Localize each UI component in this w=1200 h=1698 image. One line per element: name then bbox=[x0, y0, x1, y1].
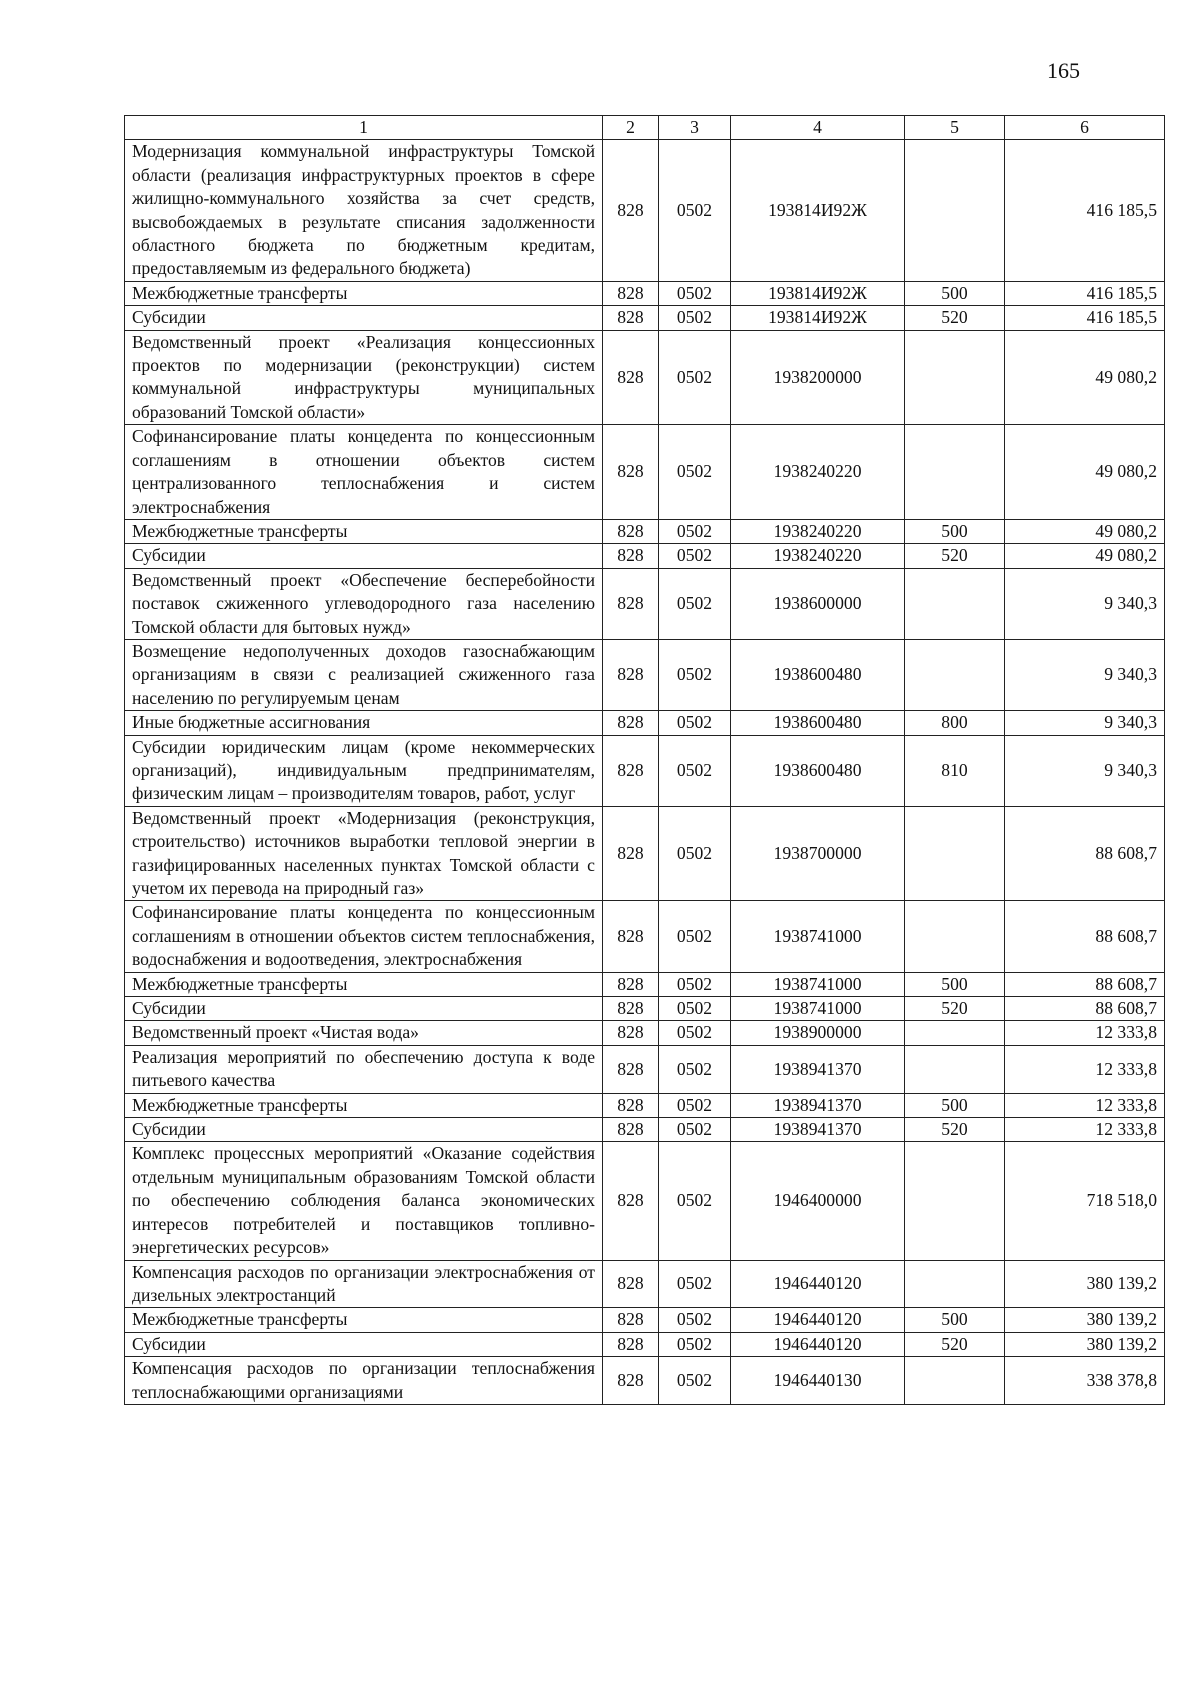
row-amount-cell: 380 139,2 bbox=[1005, 1332, 1165, 1356]
row-expense-type-cell: 520 bbox=[905, 544, 1005, 568]
row-amount-cell: 9 340,3 bbox=[1005, 735, 1165, 806]
row-section-cell: 0502 bbox=[659, 1045, 731, 1093]
table-row bbox=[125, 544, 1165, 568]
row-amount-cell: 380 139,2 bbox=[1005, 1308, 1165, 1332]
row-section-cell: 0502 bbox=[659, 735, 731, 806]
budget-table-body bbox=[125, 116, 1165, 1405]
column-header: 5 bbox=[905, 116, 1005, 140]
row-name-cell: Софинансирование платы концедента по концессионным соглашениям в отношении объектов систем централизованного теплоснабжения и систем электроснабжения bbox=[125, 425, 603, 520]
row-section-cell: 0502 bbox=[659, 140, 731, 281]
row-name-cell: Компенсация расходов по организации теплоснабжения теплоснабжающими организациями bbox=[125, 1357, 603, 1405]
row-name-cell: Комплекс процессных мероприятий «Оказание содействия отдельным муниципальным образованиям Томской области по обеспечению соблюдения баланса экономических интересов потребителей и поставщиков топливно-энергетических ресурсов» bbox=[125, 1142, 603, 1260]
budget-table bbox=[124, 115, 1165, 1405]
row-target-cell: 1938600480 bbox=[731, 735, 905, 806]
page-number: 165 bbox=[1047, 58, 1080, 83]
column-header: 3 bbox=[659, 116, 731, 140]
row-grbs-cell: 828 bbox=[603, 140, 659, 281]
row-section-cell: 0502 bbox=[659, 711, 731, 735]
row-section-cell: 0502 bbox=[659, 425, 731, 520]
row-name-cell: Софинансирование платы концедента по концессионным соглашениям в отношении объектов систем теплоснабжения, водоснабжения и водоотведения, электроснабжения bbox=[125, 901, 603, 972]
table-row bbox=[125, 306, 1165, 330]
row-target-cell: 1946440120 bbox=[731, 1308, 905, 1332]
column-header: 1 bbox=[125, 116, 603, 140]
row-name-cell: Ведомственный проект «Обеспечение бесперебойности поставок сжиженного углеводородного газа населению Томской области для бытовых нужд» bbox=[125, 568, 603, 639]
row-name-cell: Межбюджетные трансферты bbox=[125, 1093, 603, 1117]
row-grbs-cell: 828 bbox=[603, 735, 659, 806]
table-row bbox=[125, 1308, 1165, 1332]
row-name-cell: Межбюджетные трансферты bbox=[125, 1308, 603, 1332]
row-section-cell: 0502 bbox=[659, 1260, 731, 1308]
row-target-cell: 1938941370 bbox=[731, 1045, 905, 1093]
row-grbs-cell: 828 bbox=[603, 519, 659, 543]
row-amount-cell: 12 333,8 bbox=[1005, 1021, 1165, 1045]
row-expense-type-cell: 520 bbox=[905, 997, 1005, 1021]
row-expense-type-cell: 500 bbox=[905, 972, 1005, 996]
row-grbs-cell: 828 bbox=[603, 972, 659, 996]
row-section-cell: 0502 bbox=[659, 544, 731, 568]
row-grbs-cell: 828 bbox=[603, 1260, 659, 1308]
row-name-cell: Компенсация расходов по организации электроснабжения от дизельных электростанций bbox=[125, 1260, 603, 1308]
table-row bbox=[125, 568, 1165, 639]
row-grbs-cell: 828 bbox=[603, 1021, 659, 1045]
row-grbs-cell: 828 bbox=[603, 711, 659, 735]
row-amount-cell: 380 139,2 bbox=[1005, 1260, 1165, 1308]
row-section-cell: 0502 bbox=[659, 1021, 731, 1045]
row-section-cell: 0502 bbox=[659, 1332, 731, 1356]
row-section-cell: 0502 bbox=[659, 1118, 731, 1142]
row-expense-type-cell bbox=[905, 901, 1005, 972]
row-amount-cell: 9 340,3 bbox=[1005, 711, 1165, 735]
row-amount-cell: 88 608,7 bbox=[1005, 972, 1165, 996]
row-target-cell: 193814И92Ж bbox=[731, 281, 905, 305]
row-expense-type-cell: 500 bbox=[905, 281, 1005, 305]
row-grbs-cell: 828 bbox=[603, 568, 659, 639]
row-target-cell: 1938741000 bbox=[731, 972, 905, 996]
row-amount-cell: 718 518,0 bbox=[1005, 1142, 1165, 1260]
row-expense-type-cell: 500 bbox=[905, 1093, 1005, 1117]
row-amount-cell: 49 080,2 bbox=[1005, 330, 1165, 425]
row-name-cell: Иные бюджетные ассигнования bbox=[125, 711, 603, 735]
row-expense-type-cell: 500 bbox=[905, 1308, 1005, 1332]
row-grbs-cell: 828 bbox=[603, 1093, 659, 1117]
row-grbs-cell: 828 bbox=[603, 330, 659, 425]
row-grbs-cell: 828 bbox=[603, 997, 659, 1021]
row-expense-type-cell bbox=[905, 568, 1005, 639]
row-amount-cell: 12 333,8 bbox=[1005, 1093, 1165, 1117]
row-name-cell: Межбюджетные трансферты bbox=[125, 972, 603, 996]
row-expense-type-cell: 800 bbox=[905, 711, 1005, 735]
table-row bbox=[125, 972, 1165, 996]
row-section-cell: 0502 bbox=[659, 806, 731, 901]
table-row bbox=[125, 1045, 1165, 1093]
row-target-cell: 193814И92Ж bbox=[731, 140, 905, 281]
row-expense-type-cell bbox=[905, 1045, 1005, 1093]
row-name-cell: Межбюджетные трансферты bbox=[125, 281, 603, 305]
row-expense-type-cell: 520 bbox=[905, 1332, 1005, 1356]
row-name-cell: Ведомственный проект «Модернизация (реконструкция, строительство) источников выработки тепловой энергии в газифицированных населенных пунктах Томской области с учетом их перевода на природный газ» bbox=[125, 806, 603, 901]
row-name-cell: Субсидии bbox=[125, 306, 603, 330]
table-row bbox=[125, 1021, 1165, 1045]
row-section-cell: 0502 bbox=[659, 1357, 731, 1405]
table-row bbox=[125, 1142, 1165, 1260]
row-name-cell: Субсидии bbox=[125, 544, 603, 568]
table-row bbox=[125, 997, 1165, 1021]
row-target-cell: 1946440130 bbox=[731, 1357, 905, 1405]
row-expense-type-cell bbox=[905, 425, 1005, 520]
row-expense-type-cell bbox=[905, 806, 1005, 901]
column-header: 4 bbox=[731, 116, 905, 140]
row-amount-cell: 49 080,2 bbox=[1005, 544, 1165, 568]
row-amount-cell: 416 185,5 bbox=[1005, 140, 1165, 281]
row-section-cell: 0502 bbox=[659, 281, 731, 305]
row-amount-cell: 9 340,3 bbox=[1005, 639, 1165, 710]
row-expense-type-cell: 520 bbox=[905, 306, 1005, 330]
row-amount-cell: 12 333,8 bbox=[1005, 1045, 1165, 1093]
row-section-cell: 0502 bbox=[659, 639, 731, 710]
row-name-cell: Модернизация коммунальной инфраструктуры Томской области (реализация инфраструктурных проектов в сфере жилищно-коммунального хозяйства за счет средств, высвобождаемых в результате списания задолженности областного бюджета по бюджетным кредитам, предоставляемым из федерального бюджета) bbox=[125, 140, 603, 281]
row-amount-cell: 338 378,8 bbox=[1005, 1357, 1165, 1405]
row-expense-type-cell bbox=[905, 1021, 1005, 1045]
row-target-cell: 1938240220 bbox=[731, 425, 905, 520]
row-amount-cell: 49 080,2 bbox=[1005, 425, 1165, 520]
table-row bbox=[125, 330, 1165, 425]
row-target-cell: 1938200000 bbox=[731, 330, 905, 425]
row-expense-type-cell bbox=[905, 639, 1005, 710]
row-target-cell: 1938700000 bbox=[731, 806, 905, 901]
table-row bbox=[125, 425, 1165, 520]
table-row bbox=[125, 639, 1165, 710]
row-amount-cell: 416 185,5 bbox=[1005, 281, 1165, 305]
row-grbs-cell: 828 bbox=[603, 1118, 659, 1142]
table-row bbox=[125, 735, 1165, 806]
row-name-cell: Возмещение недополученных доходов газоснабжающим организациям в связи с реализацией сжиженного газа населению по регулируемым ценам bbox=[125, 639, 603, 710]
row-grbs-cell: 828 bbox=[603, 901, 659, 972]
row-target-cell: 1946440120 bbox=[731, 1332, 905, 1356]
row-section-cell: 0502 bbox=[659, 568, 731, 639]
row-target-cell: 193814И92Ж bbox=[731, 306, 905, 330]
row-expense-type-cell: 810 bbox=[905, 735, 1005, 806]
row-target-cell: 1946440120 bbox=[731, 1260, 905, 1308]
row-grbs-cell: 828 bbox=[603, 306, 659, 330]
row-grbs-cell: 828 bbox=[603, 1357, 659, 1405]
row-grbs-cell: 828 bbox=[603, 1332, 659, 1356]
row-amount-cell: 88 608,7 bbox=[1005, 997, 1165, 1021]
row-grbs-cell: 828 bbox=[603, 281, 659, 305]
table-row bbox=[125, 1332, 1165, 1356]
row-target-cell: 1938741000 bbox=[731, 901, 905, 972]
row-section-cell: 0502 bbox=[659, 330, 731, 425]
row-grbs-cell: 828 bbox=[603, 1308, 659, 1332]
row-amount-cell: 88 608,7 bbox=[1005, 901, 1165, 972]
table-row bbox=[125, 140, 1165, 281]
row-name-cell: Субсидии bbox=[125, 1332, 603, 1356]
row-section-cell: 0502 bbox=[659, 1308, 731, 1332]
row-name-cell: Ведомственный проект «Реализация концессионных проектов по модернизации (реконструкции) систем коммунальной инфраструктуры муниципальных образований Томской области» bbox=[125, 330, 603, 425]
row-name-cell: Межбюджетные трансферты bbox=[125, 519, 603, 543]
row-target-cell: 1938941370 bbox=[731, 1093, 905, 1117]
row-target-cell: 1938240220 bbox=[731, 519, 905, 543]
row-name-cell: Субсидии юридическим лицам (кроме некоммерческих организаций), индивидуальным предпринимателям, физическим лицам – производителям товаров, работ, услуг bbox=[125, 735, 603, 806]
row-target-cell: 1938600480 bbox=[731, 639, 905, 710]
row-grbs-cell: 828 bbox=[603, 425, 659, 520]
row-name-cell: Ведомственный проект «Чистая вода» bbox=[125, 1021, 603, 1045]
table-row bbox=[125, 1357, 1165, 1405]
row-section-cell: 0502 bbox=[659, 972, 731, 996]
row-expense-type-cell bbox=[905, 1260, 1005, 1308]
row-target-cell: 1938900000 bbox=[731, 1021, 905, 1045]
table-header-row bbox=[125, 116, 1165, 140]
table-row bbox=[125, 806, 1165, 901]
row-section-cell: 0502 bbox=[659, 901, 731, 972]
row-target-cell: 1938240220 bbox=[731, 544, 905, 568]
row-section-cell: 0502 bbox=[659, 1142, 731, 1260]
row-expense-type-cell: 500 bbox=[905, 519, 1005, 543]
row-amount-cell: 12 333,8 bbox=[1005, 1118, 1165, 1142]
table-row bbox=[125, 711, 1165, 735]
row-name-cell: Субсидии bbox=[125, 1118, 603, 1142]
column-header: 2 bbox=[603, 116, 659, 140]
row-grbs-cell: 828 bbox=[603, 1142, 659, 1260]
row-expense-type-cell bbox=[905, 1142, 1005, 1260]
table-row bbox=[125, 1260, 1165, 1308]
row-amount-cell: 49 080,2 bbox=[1005, 519, 1165, 543]
row-section-cell: 0502 bbox=[659, 997, 731, 1021]
row-grbs-cell: 828 bbox=[603, 544, 659, 568]
row-target-cell: 1938600000 bbox=[731, 568, 905, 639]
table-row bbox=[125, 1118, 1165, 1142]
row-target-cell: 1938941370 bbox=[731, 1118, 905, 1142]
row-target-cell: 1938741000 bbox=[731, 997, 905, 1021]
table-row bbox=[125, 901, 1165, 972]
table-row bbox=[125, 519, 1165, 543]
row-amount-cell: 416 185,5 bbox=[1005, 306, 1165, 330]
row-amount-cell: 9 340,3 bbox=[1005, 568, 1165, 639]
row-section-cell: 0502 bbox=[659, 306, 731, 330]
column-header: 6 bbox=[1005, 116, 1165, 140]
row-grbs-cell: 828 bbox=[603, 806, 659, 901]
table-row bbox=[125, 281, 1165, 305]
row-name-cell: Реализация мероприятий по обеспечению доступа к воде питьевого качества bbox=[125, 1045, 603, 1093]
row-expense-type-cell bbox=[905, 330, 1005, 425]
row-section-cell: 0502 bbox=[659, 519, 731, 543]
row-expense-type-cell bbox=[905, 1357, 1005, 1405]
row-section-cell: 0502 bbox=[659, 1093, 731, 1117]
table-row bbox=[125, 1093, 1165, 1117]
row-grbs-cell: 828 bbox=[603, 639, 659, 710]
row-expense-type-cell: 520 bbox=[905, 1118, 1005, 1142]
row-grbs-cell: 828 bbox=[603, 1045, 659, 1093]
row-name-cell: Субсидии bbox=[125, 997, 603, 1021]
row-target-cell: 1938600480 bbox=[731, 711, 905, 735]
row-target-cell: 1946400000 bbox=[731, 1142, 905, 1260]
row-amount-cell: 88 608,7 bbox=[1005, 806, 1165, 901]
row-expense-type-cell bbox=[905, 140, 1005, 281]
